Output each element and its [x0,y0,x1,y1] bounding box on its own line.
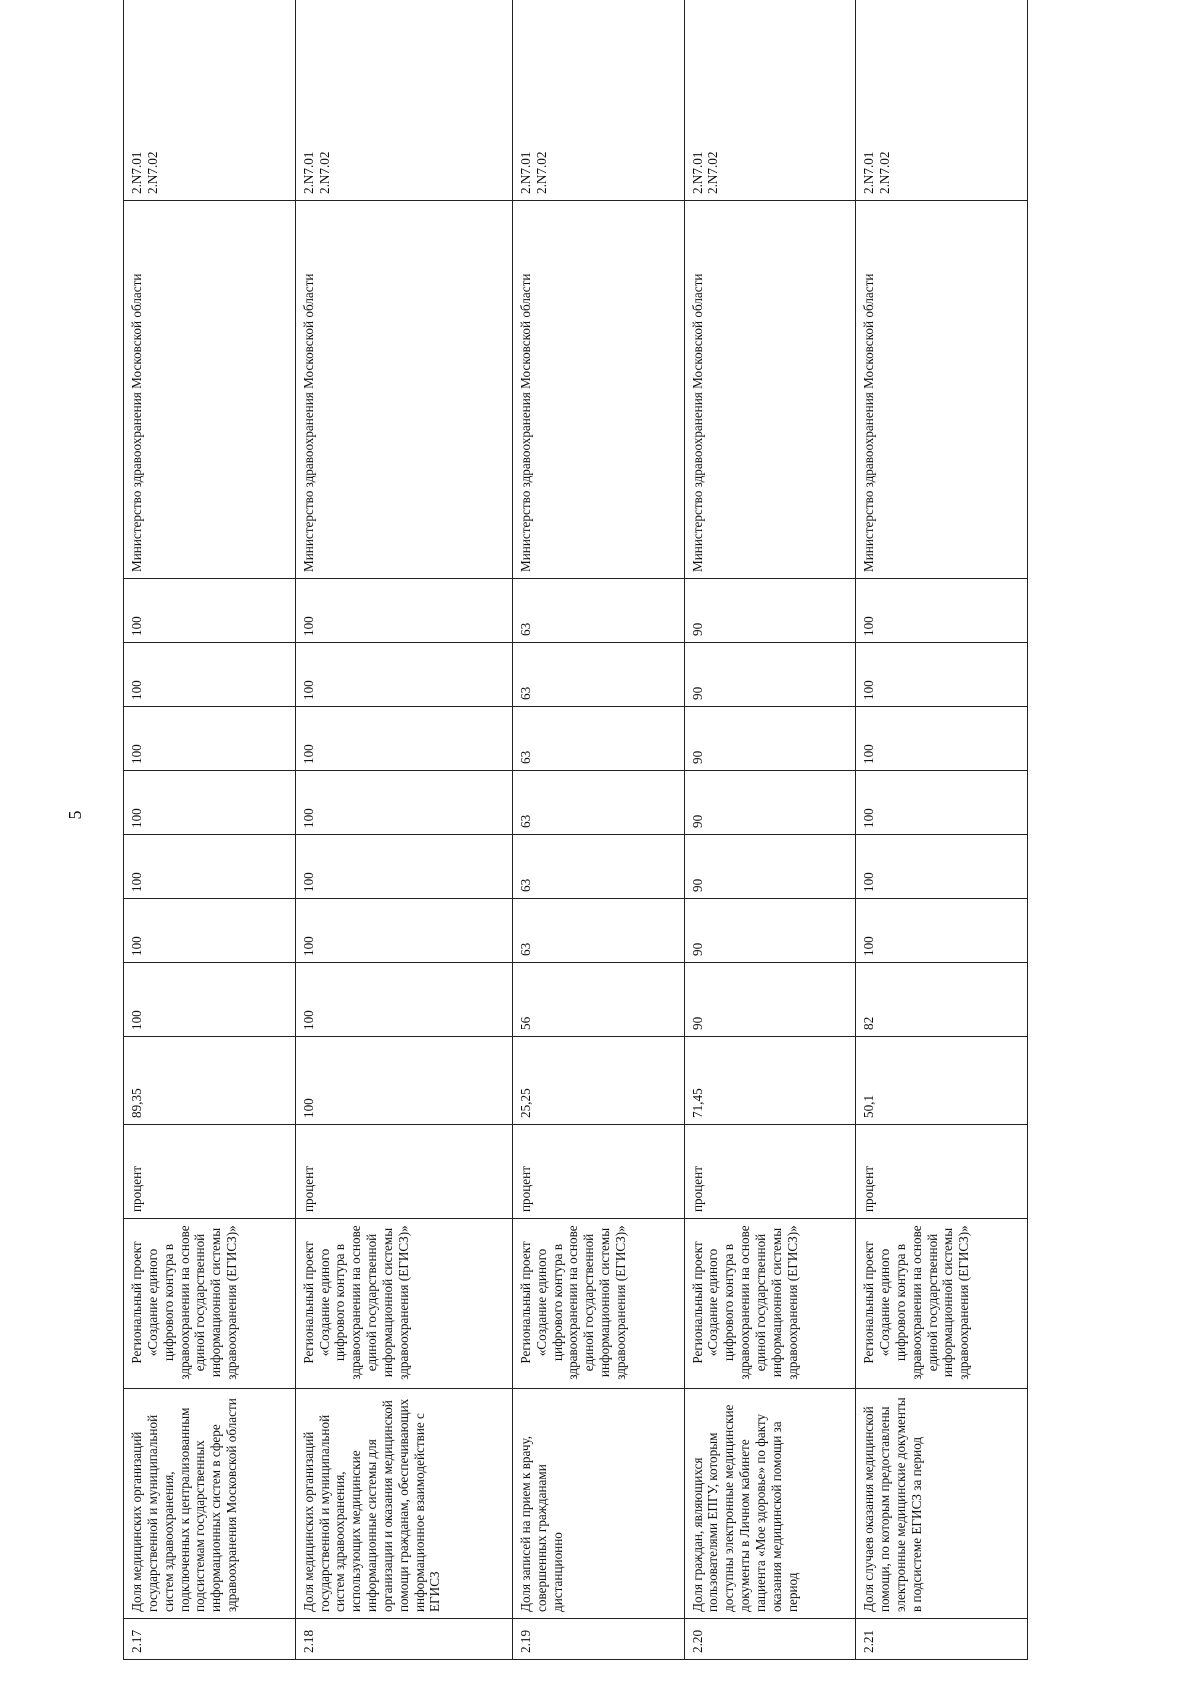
plan-value-4: 100 [295,771,512,835]
result-codes [512,0,684,201]
plan-value-2: 100 [124,899,296,963]
unit-cell: процент [295,1125,512,1219]
base-value: 25,25 [512,1037,684,1125]
base-value: 100 [295,1037,512,1125]
plan-value-4: 90 [684,771,856,835]
result-codes [856,0,1028,201]
responsible-executor: Министерство здравоохранения Московской области [856,201,1028,579]
plan-value-2: 63 [512,899,684,963]
plan-value-5: 90 [684,707,856,771]
indicators-table [123,0,1028,1660]
base-value: 89,35 [124,1037,296,1125]
plan-value-6: 90 [684,643,856,707]
plan-value-1: 82 [856,963,1028,1037]
plan-value-1: 56 [512,963,684,1037]
regional-project: Региональный проект «Создание единого цифрового контура в здравоохранении на основе единой государственной информационной системы здравоохранения (ЕГИСЗ)» [684,1219,856,1389]
row-number: 2.17 [124,1619,296,1660]
plan-value-1: 100 [124,963,296,1037]
table-row [684,0,856,1660]
page-number: 5 [65,810,85,820]
indicator-name: Доля медицинских организаций государственной и муниципальной систем здравоохранения, подключенных к централизованным подсистемам государственных информационных систем в сфере здравоохранения Московской области [124,1389,296,1619]
plan-value-5: 100 [856,707,1028,771]
row-number: 2.20 [684,1619,856,1660]
row-number: 2.21 [856,1619,1028,1660]
responsible-executor: Министерство здравоохранения Московской области [512,201,684,579]
row-number: 2.18 [295,1619,512,1660]
regional-project: Региональный проект «Создание единого цифрового контура в здравоохранении на основе единой государственной информационной системы здравоохранения (ЕГИСЗ)» [856,1219,1028,1389]
result-codes [684,0,856,201]
indicator-name: Доля случаев оказания медицинской помощи, по которым предоставлены электронные медицинские документы в подсистеме ЕГИСЗ за период [856,1389,1028,1619]
unit-cell: процент [512,1125,684,1219]
result-codes [295,0,512,201]
plan-value-7: 100 [124,579,296,643]
plan-value-6: 100 [124,643,296,707]
base-value: 71,45 [684,1037,856,1125]
plan-value-3: 63 [512,835,684,899]
plan-value-5: 100 [295,707,512,771]
table-row [856,0,1028,1660]
plan-value-7: 90 [684,579,856,643]
plan-value-6: 63 [512,643,684,707]
result-code: 2.N7.02 [533,151,549,194]
plan-value-4: 63 [512,771,684,835]
result-code: 2.N7.02 [316,151,332,194]
result-code: 2.N7.02 [144,151,160,194]
plan-value-3: 100 [295,835,512,899]
row-number: 2.19 [512,1619,684,1660]
plan-value-2: 100 [856,899,1028,963]
indicator-name: Доля записей на прием к врачу, совершенных гражданами дистанционно [512,1389,684,1619]
plan-value-1: 100 [295,963,512,1037]
unit-cell: процент [124,1125,296,1219]
plan-value-5: 100 [124,707,296,771]
plan-value-3: 90 [684,835,856,899]
plan-value-2: 100 [295,899,512,963]
plan-value-7: 100 [856,579,1028,643]
responsible-executor: Министерство здравоохранения Московской области [684,201,856,579]
result-code: 2.N7.01 [689,151,705,194]
unit-cell: процент [684,1125,856,1219]
indicator-name: Доля граждан, являющихся пользователями ЕПГУ, которым доступны электронные медицинские документы в Личном кабинете пациента «Мое здоровье» по факту оказания медицинской помощи за период [684,1389,856,1619]
plan-value-4: 100 [856,771,1028,835]
table-row [124,0,296,1660]
result-code: 2.N7.02 [705,151,721,194]
result-code: 2.N7.01 [517,151,533,194]
plan-value-2: 90 [684,899,856,963]
indicator-name: Доля медицинских организаций государственной и муниципальной систем здравоохранения, использующих медицинские информационные системы для организации и оказания медицинской помощи гражданам, обеспечивающих информационное взаимодействие с ЕГИСЗ [295,1389,512,1619]
plan-value-6: 100 [856,643,1028,707]
plan-value-7: 100 [295,579,512,643]
base-value: 50,1 [856,1037,1028,1125]
table-row [512,0,684,1660]
plan-value-4: 100 [124,771,296,835]
plan-value-7: 63 [512,579,684,643]
responsible-executor: Министерство здравоохранения Московской области [295,201,512,579]
plan-value-3: 100 [124,835,296,899]
result-code: 2.N7.01 [300,151,316,194]
plan-value-1: 90 [684,963,856,1037]
regional-project: Региональный проект «Создание единого цифрового контура в здравоохранении на основе единой государственной информационной системы здравоохранения (ЕГИСЗ)» [124,1219,296,1389]
regional-project: Региональный проект «Создание единого цифрового контура в здравоохранении на основе единой государственной информационной системы здравоохранения (ЕГИСЗ)» [295,1219,512,1389]
plan-value-5: 63 [512,707,684,771]
result-code: 2.N7.01 [129,151,144,194]
plan-value-6: 100 [295,643,512,707]
result-code: 2.N7.01 [861,151,877,194]
result-code: 2.N7.02 [877,151,893,194]
plan-value-3: 100 [856,835,1028,899]
regional-project: Региональный проект «Создание единого цифрового контура в здравоохранении на основе единой государственной информационной системы здравоохранения (ЕГИСЗ)» [512,1219,684,1389]
rotated-table-sheet [123,35,1028,1660]
responsible-executor: Министерство здравоохранения Московской области [124,201,296,579]
result-codes [124,0,296,201]
unit-cell: процент [856,1125,1028,1219]
table-row [295,0,512,1660]
